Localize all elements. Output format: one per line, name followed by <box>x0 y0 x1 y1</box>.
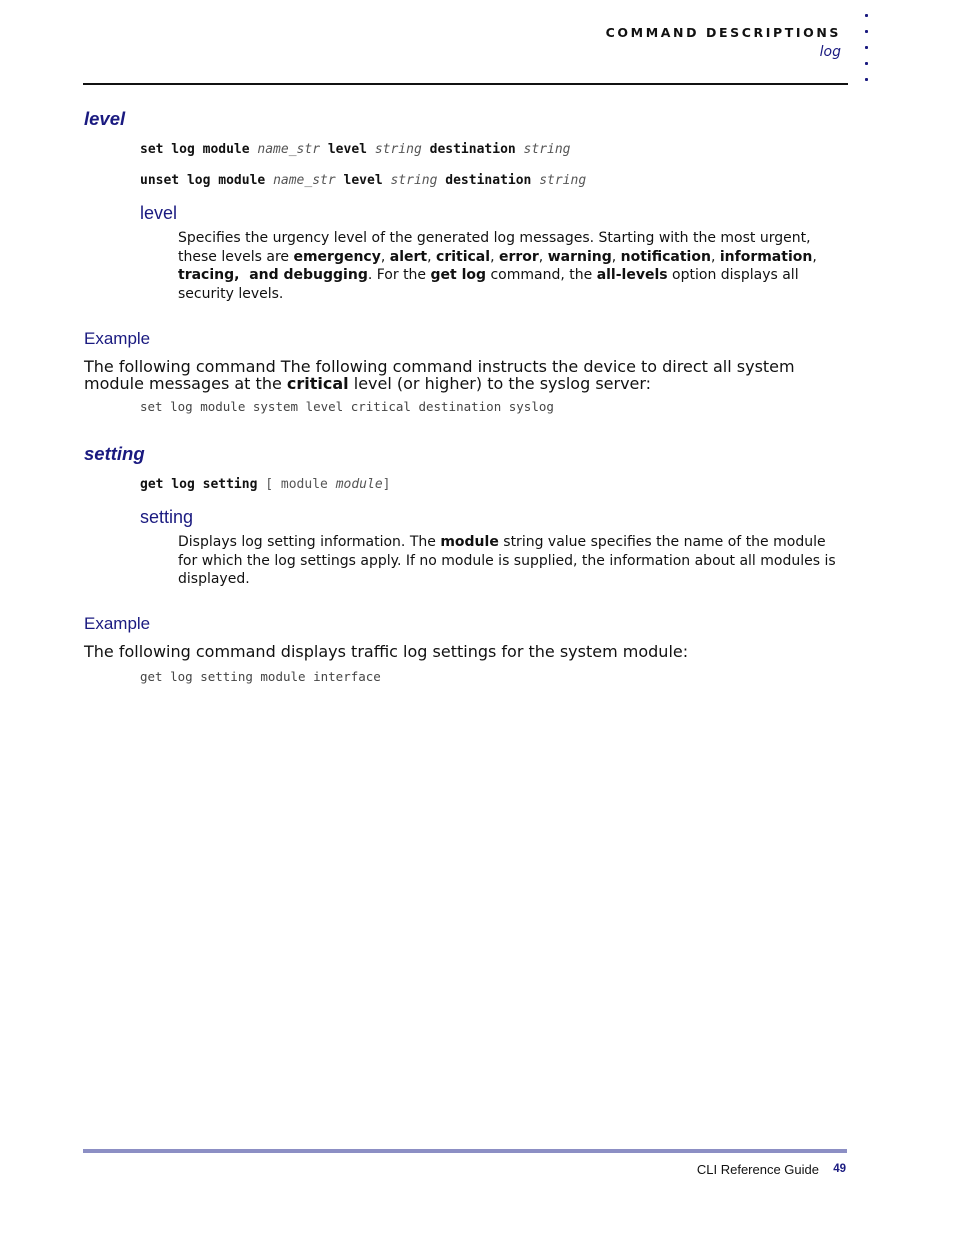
command-syntax-set <box>140 142 571 157</box>
keyword: module <box>440 534 499 550</box>
cmd-argument: string <box>390 173 438 188</box>
cmd-keyword: destination <box>445 173 532 188</box>
level-name: emergency <box>293 248 381 265</box>
section-heading-level: level <box>84 108 126 129</box>
sep: , <box>427 248 437 265</box>
example-code-level: set log module system level critical destination syslog <box>140 399 554 414</box>
text: The following command The following command instructs the device to direct all system module messages at the <box>84 357 795 393</box>
example-heading-setting: Example <box>84 614 151 633</box>
parameter-heading-setting: setting <box>140 507 194 527</box>
text: . For the <box>367 267 431 284</box>
cmd-argument: name_str <box>257 142 321 157</box>
level-name: warning <box>547 248 612 265</box>
sep: , <box>710 248 720 265</box>
option-name: all-levels <box>596 267 668 284</box>
text: string value specifies the name of the module for which the log settings apply. If no module is supplied, the information about all modules is displayed. <box>178 534 836 588</box>
text: Specifies the urgency level of the generated log messages. Starting with the most urgent, these levels are <box>178 230 811 265</box>
header-dots-ornament <box>862 14 872 94</box>
text: level (or higher) to the syslog server: <box>348 373 652 393</box>
command-syntax-get <box>140 477 390 492</box>
footer-guide-title: CLI Reference Guide <box>696 1162 819 1177</box>
example-code-setting: get log setting module interface <box>140 669 381 684</box>
level-name: critical <box>286 373 349 393</box>
example-text-setting: The following command displays traffic log settings for the system module: <box>84 642 689 661</box>
text: command, the <box>486 267 597 284</box>
cmd-argument: name_str <box>273 173 336 188</box>
example-text-level <box>84 359 854 392</box>
cmd-argument: module <box>335 477 383 492</box>
running-header-title: COMMAND DESCRIPTIONS <box>605 25 841 40</box>
level-name: error <box>498 248 539 265</box>
text: option displays all security levels. <box>178 267 799 303</box>
dot <box>865 62 868 65</box>
parameter-description-level <box>178 229 843 304</box>
cmd-argument: string <box>374 142 422 157</box>
example-heading-level: Example <box>84 329 151 348</box>
cmd-keyword: get log setting <box>140 477 258 492</box>
level-name: alert <box>389 248 428 265</box>
dot <box>865 30 868 33</box>
sep: , <box>611 248 621 265</box>
text: Displays log setting information. The <box>178 534 441 550</box>
sep: , <box>380 248 390 265</box>
cmd-plain: ] <box>382 477 391 492</box>
sep: , <box>812 248 817 265</box>
level-name: critical <box>436 248 491 265</box>
command-syntax-unset <box>140 173 586 188</box>
cmd-argument: string <box>539 173 587 188</box>
parameter-heading-level: level <box>140 203 178 223</box>
sep: , <box>538 248 548 265</box>
header-rule <box>83 83 848 85</box>
level-name: information <box>719 248 813 265</box>
level-name: tracing, and debugging <box>178 267 368 284</box>
footer-rule <box>83 1149 847 1153</box>
dot <box>865 14 868 17</box>
page-number: 49 <box>833 1163 846 1175</box>
command-name: get log <box>430 267 487 284</box>
cmd-argument: string <box>523 142 571 157</box>
cmd-keyword: unset log module <box>140 173 266 188</box>
cmd-keyword: level <box>343 173 383 188</box>
cmd-plain: [ module <box>265 477 328 492</box>
cmd-keyword: set log module <box>140 142 250 157</box>
parameter-description-setting <box>178 533 843 589</box>
level-name: notification <box>620 248 711 265</box>
dot <box>865 78 868 81</box>
dot <box>865 46 868 49</box>
cmd-keyword: level <box>327 142 367 157</box>
sep: , <box>490 248 499 265</box>
running-header-subtitle: log <box>819 44 841 60</box>
section-heading-setting: setting <box>84 443 145 464</box>
cmd-keyword: destination <box>429 142 516 157</box>
